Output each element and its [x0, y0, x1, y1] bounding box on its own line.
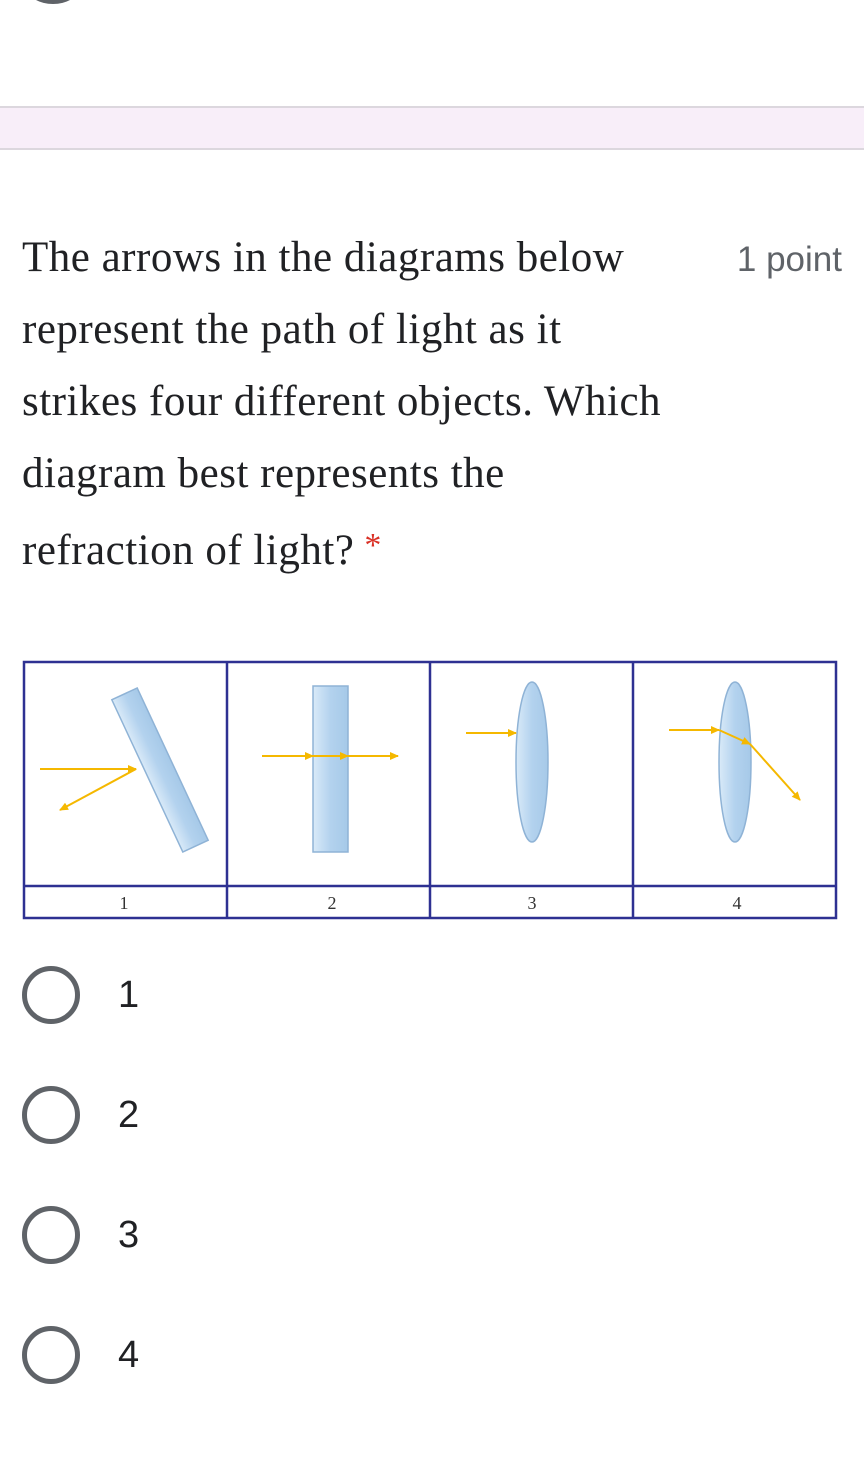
question-line: The arrows in the diagrams below — [22, 234, 625, 281]
panel-3-absorption — [466, 682, 548, 842]
option-4-radio[interactable] — [22, 1326, 80, 1384]
panel-1-reflection — [40, 688, 208, 852]
option-2-radio[interactable] — [22, 1086, 80, 1144]
option-label[interactable]: 4 — [118, 1333, 140, 1376]
answer-options — [22, 965, 139, 1445]
required-asterisk: * — [364, 527, 382, 564]
question-title — [22, 222, 722, 587]
option-label[interactable]: 1 — [118, 973, 140, 1016]
question-line: represent the path of light as it — [22, 306, 562, 353]
refraction-diagram — [22, 660, 838, 927]
lens — [719, 682, 751, 842]
panel-label-4: 4 — [732, 893, 742, 913]
diagram-svg — [22, 660, 838, 922]
lens — [516, 682, 548, 842]
option-4[interactable] — [22, 1325, 139, 1385]
option-2[interactable] — [22, 1085, 139, 1145]
glass-slab — [313, 686, 348, 852]
reflected-ray — [60, 769, 136, 810]
panel-label-3: 3 — [527, 893, 537, 913]
points-label: 1 point — [736, 240, 842, 279]
question-line: diagram best represents the — [22, 450, 505, 497]
panel-2-transmission — [262, 686, 398, 852]
option-3-radio[interactable] — [22, 1206, 80, 1264]
panel-4-refraction — [669, 682, 800, 842]
exit-ray — [750, 744, 800, 800]
option-label[interactable]: 2 — [118, 1093, 140, 1136]
option-1-radio[interactable] — [22, 966, 80, 1024]
question-line: refraction of light? — [22, 527, 355, 574]
question-line-last — [22, 510, 722, 587]
previous-radio-button-fragment — [28, 0, 78, 4]
option-label[interactable]: 3 — [118, 1213, 140, 1256]
question-line: strikes four different objects. Which — [22, 378, 662, 425]
option-1[interactable] — [22, 965, 139, 1025]
option-3[interactable] — [22, 1205, 139, 1265]
panel-label-2: 2 — [327, 893, 337, 913]
panel-label-1: 1 — [119, 893, 129, 913]
section-divider — [0, 106, 864, 150]
